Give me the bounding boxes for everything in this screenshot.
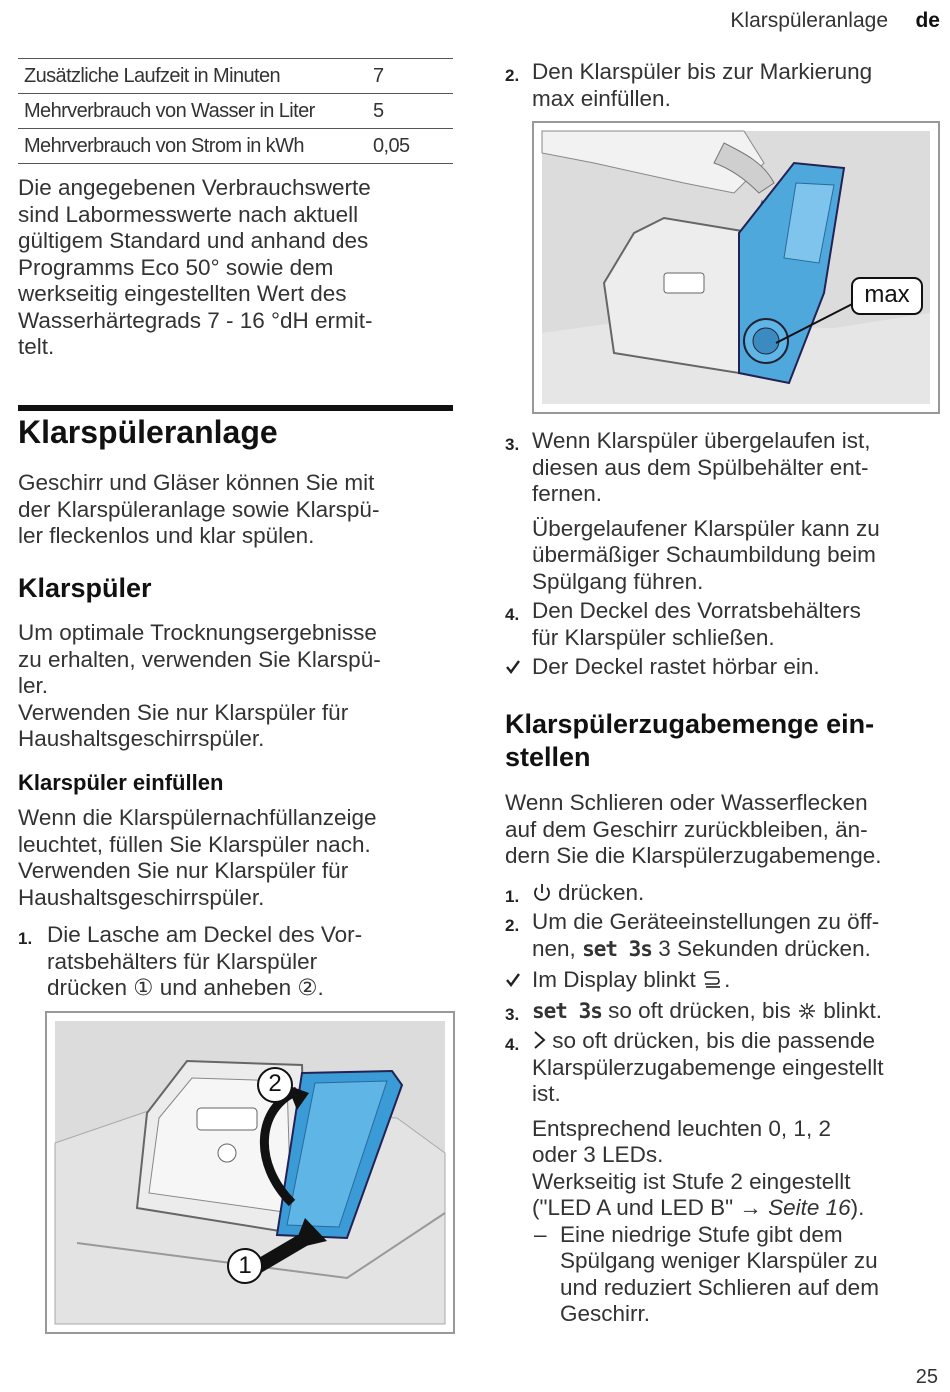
table-row — [18, 59, 453, 94]
rinse-aid-indicator-icon — [797, 1001, 817, 1021]
table-cell-label: Mehrverbrauch von Wasser in Liter — [18, 94, 373, 129]
bullet-dash: – — [534, 1221, 547, 1247]
adjust-step-2: 2. Um die Geräteeinstellungen zu öff- nen, set 3s 3 Sekunden drücken. — [505, 909, 880, 961]
adjust-step-result: Im Display blinkt . — [505, 967, 945, 994]
step-number: 3. — [505, 435, 520, 454]
figure-fill-max — [532, 121, 940, 414]
max-label: max — [864, 281, 910, 308]
section-title: Klarspüleranlage — [18, 414, 278, 450]
intro-paragraph: Die angegebenen Verbrauchswerte sind Labormesswerte nach aktuell gültigem Standard und anhand des Programms Eco 50° sowie dem werkseitig eingestellten Wert des Wasserhärtegrads 7 - 16 °dH ermit- telt. — [18, 175, 373, 359]
rinse-aid-display-icon — [702, 969, 724, 989]
step-number: 1. — [505, 887, 520, 906]
step-2: 2. Den Klarspüler bis zur Markierung max einfüllen. — [505, 59, 873, 111]
step-number: 3. — [505, 1005, 520, 1024]
subsection-paragraph: Um optimale Trocknungsergebnisse zu erhalten, verwenden Sie Klarspü- ler. Verwenden Sie nur Klarspüler für Haushaltsgeschirrspüler. — [18, 620, 381, 751]
check-icon — [505, 969, 521, 989]
running-header-title: Klarspüleranlage — [730, 9, 888, 32]
adjust-step-1: 1. drücken. — [505, 880, 945, 911]
step-number: 4. — [505, 605, 520, 624]
table-row — [18, 129, 453, 164]
table-row — [18, 94, 453, 129]
power-icon — [532, 882, 552, 904]
step-4: 4. Den Deckel des Vorratsbehälters für Klarspüler schließen. — [505, 598, 861, 650]
table-cell-label: Mehrverbrauch von Strom in kWh — [18, 129, 373, 164]
consumption-table — [18, 58, 453, 164]
running-header-language: de — [915, 9, 940, 32]
step-result: Der Deckel rastet hörbar ein. — [505, 654, 945, 681]
page-number: 25 — [915, 1366, 938, 1388]
table-cell-value: 7 — [373, 59, 453, 94]
figure-open-lid — [45, 1011, 455, 1334]
adjust-title: Klarspülerzugabemenge ein- stellen — [505, 709, 875, 772]
fill-title: Klarspüler einfüllen — [18, 770, 224, 795]
table-cell-value: 0,05 — [373, 129, 453, 164]
step-number: 2. — [505, 916, 520, 935]
bullet-low-level: – Eine niedrige Stufe gibt dem Spülgang weniger Klarspüler zu und reduziert Schlieren auf dem Geschirr. — [534, 1221, 879, 1326]
callout-1-label: 1 — [238, 1252, 252, 1279]
fill-illustration — [534, 123, 938, 412]
subsection-title: Klarspüler — [18, 573, 152, 603]
table-cell-value: 5 — [373, 94, 453, 129]
section-paragraph: Geschirr und Gläser können Sie mit der Klarspüleranlage sowie Klarspü- ler fleckenlos und klar spülen. — [18, 470, 380, 548]
step-number: 1. — [18, 929, 33, 948]
check-icon — [505, 656, 521, 676]
set-3s-button-symbol: set 3s — [532, 999, 602, 1023]
callout-2-label: 2 — [268, 1070, 282, 1097]
step-1: 1. Die Lasche am Deckel des Vor- ratsbehälters für Klarspüler drücken ① und anheben ②. — [18, 922, 363, 1000]
adjust-step-3: 3. set 3s so oft drücken, bis blinkt. — [505, 998, 945, 1025]
dispenser-illustration — [47, 1013, 453, 1332]
fill-paragraph: Wenn die Klarspülernachfüllanzeige leuchtet, füllen Sie Klarspüler nach. Verwenden Sie nur Klarspüler für Haushaltsgeschirrspüler. — [18, 805, 377, 910]
table-cell-label: Zusätzliche Laufzeit in Minuten — [18, 59, 373, 94]
step-3: 3. Wenn Klarspüler übergelaufen ist, diesen aus dem Spülbehälter ent- fernen. Übergelaufener Klarspüler kann zu übermäßiger Schaumbildung beim Spülgang führen. — [505, 428, 880, 594]
step-number: 2. — [505, 66, 520, 85]
section-rule — [18, 405, 453, 411]
set-3s-button-symbol: set 3s — [582, 936, 652, 961]
chevron-right-icon — [532, 1030, 546, 1050]
page-reference-link[interactable]: Seite 16 — [768, 1195, 851, 1220]
step-number: 4. — [505, 1035, 520, 1054]
adjust-step-4: 4. so oft drücken, bis die passende Klarspülerzugabemenge eingestellt ist. Entsprechend leuchten 0, 1, 2 oder 3 LEDs. Werkseitig ist Stufe 2 eingestellt ("LED A und LED B" → Seite 16). – Eine niedrige Stufe gibt dem Spülgang weniger Klarspüler zu und reduziert Schlieren auf dem Geschirr. — [505, 1028, 945, 1328]
adjust-paragraph: Wenn Schlieren oder Wasserflecken auf dem Geschirr zurückbleiben, än- dern Sie die Klarspülerzugabemenge. — [505, 790, 882, 868]
